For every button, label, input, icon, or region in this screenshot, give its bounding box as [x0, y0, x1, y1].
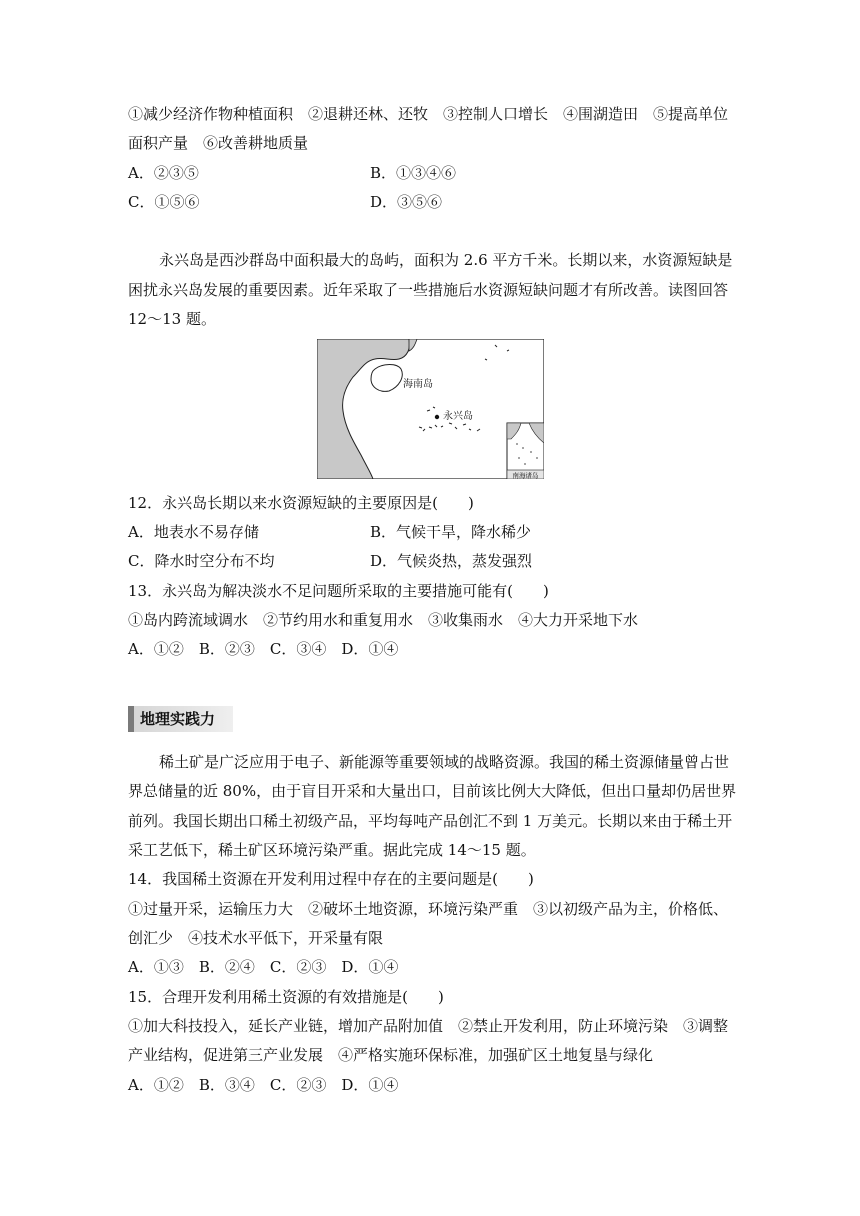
passage2-line1: 稀土矿是广泛应用于电子、新能源等重要领域的战略资源。我国的稀土资源储量曾占世 [159, 753, 730, 771]
q11-choice-c: C．①⑤⑥ [128, 193, 200, 211]
map-label-yongxing: 永兴岛 [443, 411, 473, 422]
passage1-line2: 困扰永兴岛发展的重要因素。近年采取了一些措施后水资源短缺问题才有所改善。读图回答 [128, 281, 729, 299]
passage1-line1: 永兴岛是西沙群岛中面积最大的岛屿，面积为 2.6 平方千米。长期以来，水资源短缺是 [159, 251, 733, 269]
q14-stem: 14．我国稀土资源在开发利用过程中存在的主要问题是( ) [128, 870, 534, 888]
q11-choice-d: D．③⑤⑥ [370, 193, 443, 211]
q12-choice-c: C．降水时空分布不均 [128, 552, 275, 570]
q13-stem: 13．永兴岛为解决淡水不足问题所采取的主要措施可能有( ) [128, 582, 549, 600]
section-header-practice [128, 706, 233, 732]
q12-choice-b: B．气候干旱，降水稀少 [370, 523, 532, 541]
q15-options-line2: 产业结构，促进第三产业发展 ④严格实施环保标准，加强矿区土地复垦与绿化 [128, 1046, 654, 1064]
passage2-line3: 前列。我国长期出口稀土初级产品，平均每吨产品创汇不到 1 万美元。长期以来由于稀土开 [128, 812, 733, 830]
yongxing-island-map [317, 339, 544, 479]
south-china-sea-inset [507, 423, 544, 479]
q11-choice-a: A．②③⑤ [128, 164, 199, 182]
q15-stem: 15．合理开发利用稀土资源的有效措施是( ) [128, 988, 444, 1006]
q15-choices: A．①② B．③④ C．②③ D．①④ [128, 1076, 399, 1094]
yongxing-island-dot [435, 415, 439, 419]
q15-options-line1: ①加大科技投入，延长产业链，增加产品附加值 ②禁止开发利用，防止环境污染 ③调整 [128, 1017, 729, 1035]
section-title: 地理实践力 [140, 710, 216, 728]
inset-label: 南海诸岛 [512, 471, 539, 479]
q14-choices: A．①③ B．②④ C．②③ D．①④ [128, 958, 399, 976]
map-label-hainan: 海南岛 [403, 379, 433, 390]
q11-options-line1: ①减少经济作物种植面积 ②退耕还林、还牧 ③控制人口增长 ④围湖造田 ⑤提高单位 [128, 105, 729, 123]
q13-choices: A．①② B．②③ C．③④ D．①④ [128, 640, 399, 658]
passage1-line3: 12～13 题。 [128, 310, 216, 328]
q11-choice-b: B．①③④⑥ [370, 164, 457, 182]
q11-options-line2: 面积产量 ⑥改善耕地质量 [128, 134, 309, 152]
q13-options: ①岛内跨流域调水 ②节约用水和重复用水 ③收集雨水 ④大力开采地下水 [128, 611, 639, 629]
passage2-line4: 采工艺低下，稀土矿区环境污染严重。据此完成 14～15 题。 [128, 841, 536, 859]
passage2-line2: 界总储量的近 80%，由于盲目开采和大量出口，目前该比例大大降低，但出口量却仍居世界 [128, 782, 737, 800]
q14-options-line2: 创汇少 ④技术水平低下，开采量有限 [128, 929, 384, 947]
q12-stem: 12．永兴岛长期以来水资源短缺的主要原因是( ) [128, 494, 474, 512]
q12-choice-d: D．气候炎热，蒸发强烈 [370, 552, 533, 570]
q12-choice-a: A．地表水不易存储 [128, 523, 259, 541]
q14-options-line1: ①过量开采，运输压力大 ②破坏土地资源，环境污染严重 ③以初级产品为主，价格低、 [128, 900, 729, 918]
